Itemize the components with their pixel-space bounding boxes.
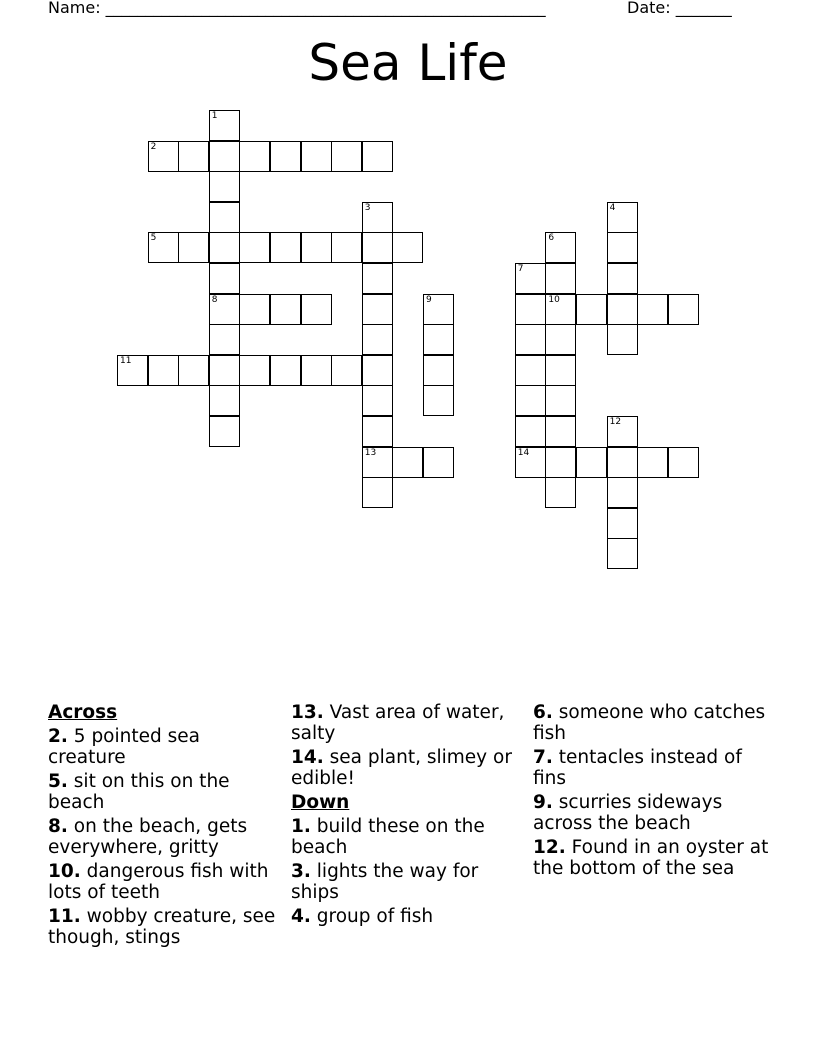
crossword-cell[interactable] [515,416,546,447]
name-field-label: Name: _______________________________________________________ [48,0,546,17]
crossword-cell[interactable] [607,263,638,294]
down-clue [533,837,773,879]
down-clue [291,816,523,858]
crossword-cell[interactable] [362,385,393,416]
crossword-cell[interactable] [148,355,179,386]
crossword-cell[interactable] [209,416,240,447]
crossword-cell[interactable] [576,294,607,325]
crossword-cell[interactable] [270,355,301,386]
crossword-cell[interactable] [331,232,362,263]
crossword-cell[interactable] [423,355,454,386]
crossword-cell[interactable] [239,355,270,386]
crossword-cell[interactable] [607,324,638,355]
crossword-cell[interactable] [515,385,546,416]
crossword-cell[interactable] [301,141,332,172]
across-clue [291,747,523,789]
cell-number: 6 [548,233,555,244]
clue-number: 5. [48,771,68,792]
clue-text: dangerous fish with lots of teeth [48,861,269,903]
crossword-cell[interactable] [362,263,393,294]
crossword-cell[interactable] [301,232,332,263]
crossword-cell[interactable] [515,324,546,355]
clue-text: sea plant, slimey or edible! [291,747,512,789]
crossword-cell[interactable] [362,416,393,447]
crossword-cell[interactable] [148,141,179,172]
cell-number: 8 [211,294,218,305]
cell-number: 12 [609,417,622,427]
crossword-cell[interactable] [423,447,454,478]
clues-column-1 [48,702,280,951]
crossword-cell[interactable] [178,232,209,263]
clue-number: 12. [533,837,566,858]
crossword-cell[interactable] [545,294,576,325]
crossword-cell[interactable] [178,141,209,172]
clue-number: 14. [291,747,324,768]
cell-number: 5 [150,233,157,244]
crossword-cell[interactable] [239,294,270,325]
crossword-cell[interactable] [209,202,240,233]
clue-text: tentacles instead of fins [533,747,742,789]
crossword-cell[interactable] [392,232,423,263]
crossword-cell[interactable] [239,141,270,172]
crossword-cell[interactable] [362,477,393,508]
down-clue [291,906,523,927]
down-clue [533,702,773,744]
clue-text: on the beach, gets everywhere, gritty [48,816,248,858]
clue-text: sit on this on the beach [48,771,230,813]
crossword-cell[interactable] [545,385,576,416]
clue-number: 6. [533,702,553,723]
crossword-cell[interactable] [362,141,393,172]
across-clue [48,906,280,948]
crossword-cell[interactable] [515,294,546,325]
crossword-cell[interactable] [423,324,454,355]
clue-number: 7. [533,747,553,768]
clue-text: Vast area of water, salty [291,702,505,744]
down-clue [291,861,523,903]
crossword-cell[interactable] [209,232,240,263]
crossword-cell[interactable] [362,447,393,478]
cell-number: 9 [426,294,432,305]
crossword-cell[interactable] [607,416,638,447]
crossword-cell[interactable] [392,447,423,478]
clue-number: 9. [533,792,553,813]
clue-number: 10. [48,861,81,882]
clue-text: Found in an oyster at the bottom of the sea [533,837,769,879]
crossword-cell[interactable] [545,355,576,386]
across-clue [48,816,280,858]
crossword-cell[interactable] [515,263,546,294]
clue-number: 8. [48,816,68,837]
clue-number: 2. [48,726,68,747]
crossword-cell[interactable] [545,324,576,355]
crossword-cell[interactable] [607,294,638,325]
crossword-cell[interactable] [209,110,240,141]
crossword-cell[interactable] [423,294,454,325]
crossword-cell[interactable] [607,202,638,233]
down-clue [533,792,773,834]
clue-text: someone who catches fish [533,702,766,744]
crossword-cell[interactable] [545,447,576,478]
crossword-cell[interactable] [209,171,240,202]
crossword-cell[interactable] [545,477,576,508]
crossword-cell[interactable] [331,141,362,172]
crossword-cell[interactable] [637,294,668,325]
cell-number: 14 [517,447,530,458]
crossword-cell[interactable] [545,232,576,263]
clue-number: 13. [291,702,324,723]
clue-text: 5 pointed sea creature [48,726,200,768]
across-clue [291,702,523,744]
crossword-cell[interactable] [301,294,332,325]
crossword-cell[interactable] [607,232,638,263]
across-clue [48,726,280,768]
crossword-cell[interactable] [270,141,301,172]
crossword-cell[interactable] [270,232,301,263]
crossword-cell[interactable] [117,355,148,386]
crossword-cell[interactable] [209,263,240,294]
date-field-label: Date: _______ [627,0,732,17]
cell-number: 1 [211,111,218,121]
across-clue [48,771,280,813]
crossword-cell[interactable] [668,294,699,325]
clue-text: scurries sideways across the beach [533,792,723,834]
clues-column-2 [291,702,523,930]
crossword-cell[interactable] [301,355,332,386]
clue-text: build these on the beach [291,816,485,858]
crossword-cell[interactable] [362,202,393,233]
crossword-cell[interactable] [148,232,179,263]
clue-number: 4. [291,906,311,927]
crossword-cell[interactable] [607,508,638,539]
crossword-cell[interactable] [545,416,576,447]
crossword-cell[interactable] [637,447,668,478]
cell-number: 10 [548,294,560,305]
cell-number: 13 [364,447,377,458]
across-clue [48,861,280,903]
crossword-cell[interactable] [209,324,240,355]
clue-number: 3. [291,861,311,882]
crossword-cell[interactable] [607,447,638,478]
clue-number: 1. [291,816,311,837]
clue-text: wobby creature, see though, stings [48,906,276,948]
crossword-cell[interactable] [362,294,393,325]
crossword-cell[interactable] [515,355,546,386]
clue-text: lights the way for ships [291,861,479,903]
crossword-cell[interactable] [362,232,393,263]
crossword-cell[interactable] [270,294,301,325]
crossword-cell[interactable] [209,141,240,172]
clues-column-3 [533,702,773,882]
crossword-cell[interactable] [209,355,240,386]
crossword-cell[interactable] [239,232,270,263]
crossword-cell[interactable] [423,385,454,416]
crossword-cell[interactable] [576,447,607,478]
down-heading: Down [291,792,350,813]
cell-number: 3 [364,202,371,213]
clue-text: group of fish [310,906,434,927]
clue-number: 11. [48,906,81,927]
crossword-cell[interactable] [209,385,240,416]
crossword-cell[interactable] [668,447,699,478]
cell-number: 4 [609,202,616,213]
down-clue [533,747,773,789]
puzzle-title: Sea Life [308,34,508,92]
crossword-cell[interactable] [362,324,393,355]
crossword-cell[interactable] [209,294,240,325]
crossword-cell[interactable] [607,538,638,569]
crossword-cell[interactable] [178,355,209,386]
crossword-cell[interactable] [331,355,362,386]
crossword-cell[interactable] [607,477,638,508]
across-heading: Across [48,702,118,723]
cell-number: 2 [150,141,157,152]
cell-number: 7 [517,264,524,274]
crossword-cell[interactable] [545,263,576,294]
crossword-cell[interactable] [362,355,393,386]
cell-number: 11 [120,355,132,366]
crossword-cell[interactable] [515,447,546,478]
